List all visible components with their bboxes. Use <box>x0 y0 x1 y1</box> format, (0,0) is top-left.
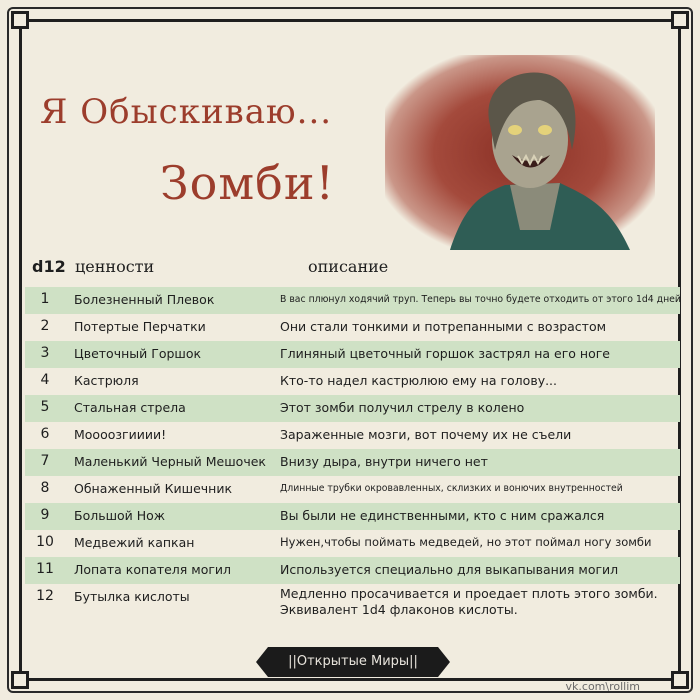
row-description: Внизу дыра, внутри ничего нет <box>280 454 488 469</box>
credit-text: vk.com\rollim <box>565 680 640 693</box>
table-row <box>25 314 680 341</box>
row-description: Этот зомби получил стрелу в колено <box>280 400 525 415</box>
corner-ornament <box>671 671 689 689</box>
table-row <box>25 368 680 395</box>
row-number: 11 <box>36 561 54 577</box>
table-row <box>25 557 680 584</box>
row-number: 4 <box>40 372 50 388</box>
row-name: Медвежий капкан <box>74 535 195 550</box>
row-description: Они стали тонкими и потрепанными с возрастом <box>280 319 607 334</box>
row-name: Цветочный Горшок <box>74 346 202 361</box>
table-row <box>25 395 680 422</box>
row-name: Потертые Перчатки <box>74 319 206 334</box>
table-row <box>25 341 680 368</box>
row-description: Используется специально для выкапывания могил <box>280 562 619 577</box>
row-number: 12 <box>36 588 54 604</box>
row-description: Медленно просачивается и проедает плоть этого зомби. Эквивалент 1d4 флаконов кислоты. <box>280 586 658 617</box>
table-row <box>25 503 680 530</box>
header-die: d12 <box>32 257 66 276</box>
row-name: Бутылка кислоты <box>74 589 190 604</box>
corner-ornament <box>11 11 29 29</box>
loot-table <box>25 287 680 626</box>
row-description: Нужен,чтобы поймать медведей, но этот поймал ногу зомби <box>280 535 652 549</box>
header-description: описание <box>308 257 389 276</box>
row-name: Моооозгииии! <box>74 427 167 442</box>
corner-ornament <box>11 671 29 689</box>
row-number: 3 <box>40 345 50 361</box>
row-number: 2 <box>40 318 50 334</box>
corner-ornament <box>671 11 689 29</box>
row-description: Глиняный цветочный горшок застрял на его ноге <box>280 346 610 361</box>
table-row <box>25 287 680 314</box>
row-name: Маленький Черный Мешочек <box>74 454 266 469</box>
table-row <box>25 584 680 626</box>
row-number: 10 <box>36 534 54 550</box>
row-number: 5 <box>40 399 50 415</box>
row-description: Зараженные мозги, вот почему их не съели <box>280 427 572 442</box>
row-name: Болезненный Плевок <box>74 292 215 307</box>
row-name: Кастрюля <box>74 373 139 388</box>
footer-banner: ||Открытые Миры|| <box>268 647 438 677</box>
row-name: Большой Нож <box>74 508 166 523</box>
table-row <box>25 422 680 449</box>
title-line-2: Зомби! <box>160 156 335 210</box>
row-name: Лопата копателя могил <box>74 562 232 577</box>
row-number: 1 <box>40 291 50 307</box>
row-description: Вы были не единственными, кто с ним сражался <box>280 508 605 523</box>
row-number: 6 <box>40 426 50 442</box>
row-name: Стальная стрела <box>74 400 186 415</box>
title-line-1: Я Обыскиваю... <box>40 92 333 132</box>
row-description: Длинные трубки окровавленных, склизких и вонючих внутренностей <box>280 483 623 494</box>
row-number: 8 <box>40 480 50 496</box>
row-number: 7 <box>40 453 50 469</box>
header-values: ценности <box>75 257 155 276</box>
zombie-portrait-icon <box>410 55 650 250</box>
row-name: Обнаженный Кишечник <box>74 481 233 496</box>
table-row <box>25 530 680 557</box>
table-row <box>25 449 680 476</box>
row-description: Кто-то надел кастрюлюю ему на голову... <box>280 373 558 388</box>
table-row <box>25 476 680 503</box>
row-number: 9 <box>40 507 50 523</box>
row-description: В вас плюнул ходячий труп. Теперь вы точно будете отходить от этого 1d4 дней <box>280 294 681 305</box>
